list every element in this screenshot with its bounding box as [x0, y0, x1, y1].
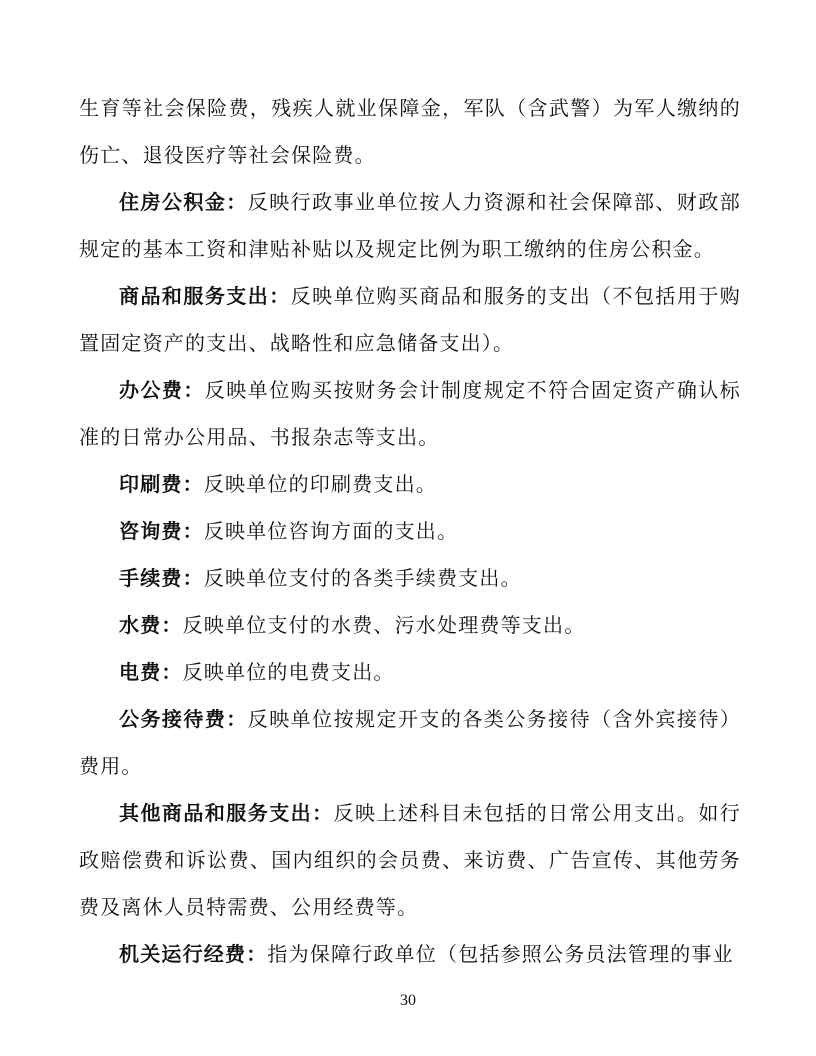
paragraph-text: 反映单位支付的水费、污水处理费等支出。 [182, 613, 586, 637]
paragraph-text: 反映单位的电费支出。 [182, 660, 395, 684]
term-label: 水费： [119, 613, 183, 637]
paragraph-continuation [79, 85, 741, 179]
paragraph-office-expense [79, 367, 741, 461]
term-label: 公务接待费： [119, 707, 248, 731]
paragraph-consulting [79, 508, 741, 555]
paragraph-text: 反映单位的印刷费支出。 [203, 472, 438, 496]
paragraph-housing-fund [79, 179, 741, 273]
paragraph-operating-funds [79, 931, 741, 978]
paragraph-text: 反映单位支付的各类手续费支出。 [203, 566, 522, 590]
paragraph-text: 反映单位咨询方面的支出。 [203, 519, 459, 543]
paragraph-reception [79, 696, 741, 790]
term-label: 商品和服务支出： [119, 284, 291, 308]
term-label: 其他商品和服务支出： [119, 801, 334, 825]
term-label: 印刷费： [119, 472, 204, 496]
term-label: 办公费： [119, 378, 205, 402]
term-label: 咨询费： [119, 519, 204, 543]
term-label: 手续费： [119, 566, 204, 590]
page-number: 30 [400, 992, 416, 1009]
paragraph-text: 反映单位购买按财务会计制度规定不符合固定资产确认标准的日常办公用品、书报杂志等支出。 [79, 378, 741, 449]
paragraph-text: 反映上述科目未包括的日常公用支出。如行政赔偿费和诉讼费、国内组织的会员费、来访费、广告宣传、其他劳务费及离休人员特需费、公用经费等。 [79, 801, 741, 919]
paragraph-text: 反映单位按规定开支的各类公务接待（含外宾接待）费用。 [79, 707, 741, 778]
paragraph-water [79, 602, 741, 649]
paragraph-text: 反映行政事业单位按人力资源和社会保障部、财政部规定的基本工资和津贴补贴以及规定比例为职工缴纳的住房公积金。 [79, 190, 741, 261]
paragraph-text: 指为保障行政单位（包括参照公务员法管理的事业 [267, 942, 734, 966]
term-label: 住房公积金： [119, 190, 248, 214]
paragraph-goods-services [79, 273, 741, 367]
paragraph-electricity [79, 649, 741, 696]
term-label: 机关运行经费： [119, 942, 268, 966]
paragraph-other-goods [79, 790, 741, 931]
paragraph-text: 生育等社会保险费，残疾人就业保障金，军队（含武警）为军人缴纳的伤亡、退役医疗等社会保险费。 [79, 96, 741, 167]
paragraph-printing [79, 461, 741, 508]
paragraph-text: 反映单位购买商品和服务的支出（不包括用于购置固定资产的支出、战略性和应急储备支出）。 [79, 284, 741, 355]
paragraph-fees [79, 555, 741, 602]
document-body [79, 85, 741, 978]
term-label: 电费： [119, 660, 183, 684]
